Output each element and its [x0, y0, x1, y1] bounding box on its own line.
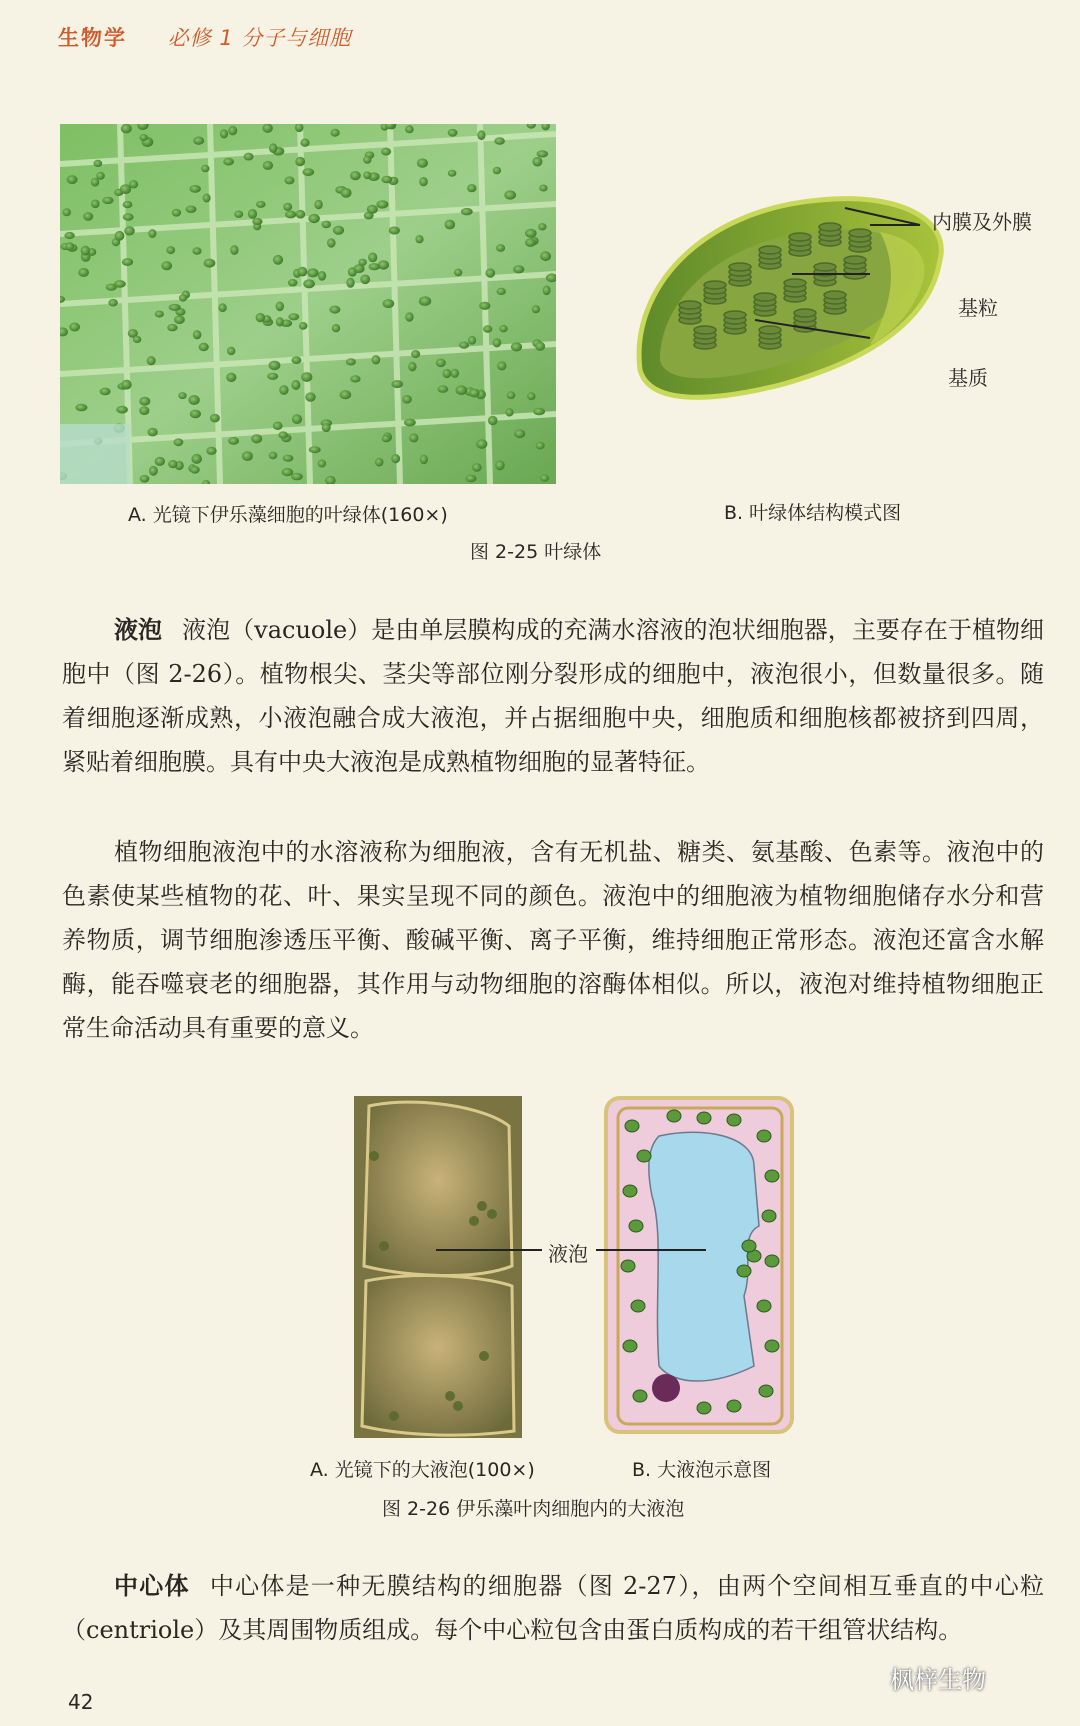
centrosome-heading: 中心体	[114, 1572, 190, 1600]
granum-disc	[819, 223, 841, 231]
chloroplast-dot	[488, 416, 498, 425]
chloroplast-dot	[298, 267, 308, 277]
chloroplast-dot	[532, 305, 540, 313]
chloroplast-dot	[443, 369, 452, 378]
chloroplast-dot	[301, 372, 312, 382]
chloroplast-dot	[438, 385, 449, 392]
chloroplast-dot	[495, 460, 505, 470]
granum-disc	[754, 293, 776, 301]
chloroplast-dot	[121, 380, 131, 390]
chloroplast-dot	[540, 251, 551, 261]
chloroplast-dot	[346, 358, 356, 365]
chloroplast-dot	[527, 392, 535, 400]
chloroplast-dot	[402, 395, 412, 404]
chloroplast-dot	[121, 124, 132, 133]
chloroplast-dot	[172, 209, 181, 217]
chloroplast-dot	[193, 330, 202, 339]
granum-disc	[789, 233, 811, 241]
chloroplast-dot	[448, 129, 458, 137]
chloroplast-dot	[242, 451, 253, 461]
vacuole-paragraph-1-text: 液泡（vacuole）是由单层膜构成的充满水溶液的泡状细胞器，主要存在于植物细胞中（图 2-26）。植物根尖、茎尖等部位刚分裂形成的细胞中，液泡很小，但数量很多。随着细胞逐渐成熟，小液泡融合成大液泡，并占据细胞中央，细胞质和细胞核都被挤到四周，紧贴着细胞膜。具有中央大液泡是成熟植物细胞的显著特征。	[62, 616, 1045, 776]
chloroplast-dot	[201, 165, 209, 173]
chloroplast	[623, 1185, 637, 1197]
chloroplast-dot	[296, 210, 306, 219]
granum-disc	[849, 229, 871, 237]
chloroplast-dot	[81, 246, 90, 256]
chloroplast-dot	[206, 447, 216, 455]
chloroplast-dot	[234, 211, 243, 218]
chloroplast-dot	[269, 361, 281, 371]
chloroplast-dot	[417, 158, 428, 167]
chloroplast-dot	[168, 460, 177, 468]
chloroplast-dot	[192, 247, 201, 254]
chloroplast-dot	[190, 410, 201, 419]
chloroplast-dot	[307, 268, 318, 277]
chloroplast-dot	[167, 324, 177, 331]
chloroplast-dot	[269, 143, 277, 153]
chloroplast-dot	[179, 294, 187, 301]
chloroplast-dot	[122, 258, 133, 266]
chloroplast-dot	[419, 177, 428, 186]
chloroplast-dot	[279, 385, 288, 395]
chloroplast-dot	[65, 242, 74, 251]
chloroplast-dot	[535, 342, 545, 351]
chloroplast-dot	[459, 342, 469, 349]
chloroplast-dot	[69, 323, 80, 332]
chloroplast-dot	[536, 442, 545, 450]
chloroplast-dot	[504, 190, 516, 199]
chloroplast-dot	[91, 200, 100, 209]
granum-disc	[784, 279, 806, 287]
centrosome-paragraph	[62, 1564, 1044, 1652]
chloroplast-dot	[83, 212, 93, 221]
chloroplast-dot	[543, 286, 551, 296]
chloroplast-dot	[350, 171, 361, 180]
chloroplast-dot	[369, 263, 380, 270]
chloroplast-dot	[288, 313, 299, 320]
chloroplast-dot	[405, 312, 413, 321]
chloroplast-dot	[461, 208, 473, 215]
chloroplast	[762, 1210, 776, 1222]
chloroplast-dot	[415, 235, 423, 243]
chloroplast-dot	[466, 475, 477, 483]
chloroplast-dot	[256, 201, 266, 208]
chloroplast	[637, 1150, 651, 1162]
centrosome-paragraph-text: 中心体是一种无膜结构的细胞器（图 2-27），由两个空间相互垂直的中心粒（centriole）及其周围物质组成。每个中心粒包含由蛋白质构成的若干组管状结构。	[62, 1572, 1044, 1644]
granum-disc	[679, 301, 701, 309]
chloroplast-dot	[376, 200, 388, 208]
chloroplast-dot	[486, 268, 496, 277]
chloroplast-dot	[148, 229, 156, 238]
chloroplast-dot	[115, 231, 125, 241]
chloroplast-dot	[496, 244, 505, 252]
chloroplast	[697, 1112, 711, 1124]
chloroplast-dot	[276, 302, 284, 312]
chloroplast-dot	[148, 428, 158, 437]
vacuole-label: 液泡	[548, 1242, 588, 1266]
chloroplast-dot	[327, 238, 336, 247]
chloroplast-dot	[513, 265, 524, 273]
chloroplast-dot	[267, 373, 278, 380]
chloroplast-dot	[291, 473, 303, 480]
chloroplast-dot	[63, 208, 71, 216]
chloroplast-dot	[404, 419, 416, 427]
chloroplast-dot	[381, 148, 391, 156]
chloroplast-dot	[300, 139, 309, 147]
chloroplast-dot	[133, 336, 141, 343]
vacuole-paragraph-1	[62, 608, 1044, 784]
chloroplast-dot	[378, 260, 389, 269]
chloroplast-dot	[391, 380, 403, 388]
chloroplast-dot	[93, 160, 102, 167]
chloroplast-dot	[538, 223, 546, 230]
chloroplast-dot	[381, 176, 392, 184]
large-vacuole-diagram	[604, 1096, 794, 1434]
chloroplast-dot	[220, 129, 228, 138]
chloroplast-dot	[331, 129, 340, 137]
chloroplast-dot	[497, 288, 506, 295]
chloroplast-dot	[116, 406, 128, 414]
chloroplast-dot	[102, 197, 113, 204]
header-subject: 生物学	[58, 26, 127, 50]
chloroplast-dot	[291, 380, 300, 390]
watermark-text: 枫梓生物	[890, 1666, 986, 1694]
elodea-chloroplast-micrograph	[60, 124, 556, 484]
chloroplast-dot	[525, 229, 537, 238]
chloroplast-dot	[285, 211, 296, 219]
chloroplast-dot	[372, 355, 381, 364]
chloroplast	[629, 1220, 643, 1232]
chloroplast-dot	[210, 414, 220, 423]
chloroplast-dot	[139, 406, 149, 415]
granum-disc	[694, 326, 716, 334]
chloroplast-dot	[499, 325, 507, 332]
chloroplast	[765, 1170, 779, 1182]
chloroplast-dot	[226, 373, 236, 382]
granum-disc	[724, 311, 746, 319]
chloroplast-dot	[75, 404, 87, 411]
chloroplast-dot	[190, 185, 201, 193]
chloroplast-dot	[411, 350, 420, 358]
chloroplast-dot	[505, 408, 513, 416]
chloroplast-dot	[78, 268, 89, 277]
chloroplast-dot	[169, 304, 181, 311]
chloroplast-dot	[409, 433, 418, 442]
chloroplast-dot	[191, 454, 202, 464]
chloroplast	[765, 1255, 779, 1267]
chloroplast-dot	[303, 279, 315, 288]
chloroplast-dot	[305, 392, 315, 401]
chloroplast-dot	[123, 213, 134, 220]
chloroplast-dot	[363, 172, 371, 180]
chloroplast	[633, 1390, 647, 1402]
chloroplast-dot	[477, 130, 485, 140]
page-number: 42	[68, 1690, 94, 1714]
chloroplast-dot	[472, 463, 482, 472]
vacuole-paragraph-2: 植物细胞液泡中的水溶液称为细胞液，含有无机盐、糖类、氨基酸、色素等。液泡中的色素使某些植物的花、叶、果实呈现不同的颜色。液泡中的细胞液为植物细胞储存水分和营养物质，调节细胞渗透压平衡、酸碱平衡、离子平衡，维持细胞正常形态。液泡还富含水解酶，能吞噬衰老的细胞器，其作用与动物细胞的溶酶体相似。所以，液泡对维持植物细胞正常生命活动具有重要的意义。	[62, 838, 1044, 1042]
chloroplast-dot	[514, 429, 525, 438]
chloroplast-dot	[308, 214, 320, 223]
chloroplast-dot	[204, 259, 216, 268]
chloroplast-dot	[91, 178, 99, 187]
chloroplast	[621, 1260, 635, 1272]
chloroplast-dot	[291, 356, 301, 364]
chloroplast-dot	[332, 324, 340, 332]
chloroplast-dot	[120, 184, 131, 194]
chloroplast-dot	[350, 375, 360, 382]
chloroplast-dot	[273, 255, 283, 265]
fig-2-26-caption-b: B. 大液泡示意图	[632, 1459, 772, 1481]
chloroplast-dot	[248, 209, 257, 219]
header-book-title: 必修 1 分子与细胞	[167, 26, 352, 50]
chloroplast-dot	[375, 458, 383, 467]
chloroplast-dot	[532, 157, 542, 167]
chloroplast-dot	[405, 125, 414, 133]
chloroplast-dot	[467, 184, 476, 192]
chloroplast-dot	[525, 238, 536, 247]
chloroplast-dot	[67, 175, 78, 184]
chloroplast-dot	[230, 245, 238, 255]
chloroplast-dot	[341, 188, 352, 198]
chloroplast-dot	[174, 438, 184, 446]
chloroplast-dot	[228, 437, 239, 445]
chloroplast-dot	[322, 221, 331, 229]
fig-2-25-caption-b: B. 叶绿体结构模式图	[724, 502, 902, 524]
chloroplast-dot	[244, 153, 254, 161]
chloroplast	[765, 1340, 779, 1352]
chloroplast-dot	[483, 325, 492, 332]
running-header	[58, 22, 351, 52]
chloroplast-dot	[419, 296, 431, 306]
chloroplast-dot	[314, 200, 322, 210]
chloroplast-dot	[295, 157, 305, 166]
chloroplast-dot	[318, 271, 326, 281]
granum-disc	[759, 246, 781, 254]
chloroplast-dot	[123, 201, 133, 208]
chloroplast-dot	[139, 397, 150, 406]
chloroplast-dot	[346, 278, 354, 288]
chloroplast-dot	[511, 342, 522, 351]
chloroplast-dot	[456, 385, 468, 395]
chloroplast-dot	[174, 315, 185, 324]
chloroplast-dot	[140, 134, 148, 141]
chloroplast-dot	[186, 206, 197, 213]
chloroplast-dot	[108, 299, 118, 307]
chloroplast-dot	[309, 446, 321, 453]
chloroplast-dot	[358, 259, 366, 266]
chloroplast-dot	[333, 226, 344, 235]
chloroplast-dot	[227, 347, 235, 355]
granum-disc	[824, 291, 846, 299]
chloroplast-dot	[288, 279, 298, 286]
chloroplast-dot	[537, 150, 548, 157]
chloroplast-dot	[155, 457, 165, 466]
chloroplast-dot	[382, 435, 391, 442]
chloroplast	[737, 1265, 751, 1277]
chloroplast-dot	[494, 137, 505, 145]
chloroplast-dot	[454, 269, 462, 277]
chloroplast-dot	[420, 455, 428, 464]
chloroplast-dot	[497, 361, 506, 370]
chloroplast	[759, 1385, 773, 1397]
chloroplast-dot	[64, 232, 74, 239]
chloroplast-dot	[445, 220, 456, 230]
chloroplast-dot	[448, 170, 457, 177]
chloroplast-dot	[391, 454, 400, 463]
label-granum: 基粒	[958, 296, 998, 320]
chloroplast-dot	[203, 194, 211, 203]
label-membrane: 内膜及外膜	[932, 210, 1032, 234]
chloroplast-dot	[285, 176, 295, 184]
chloroplast-dot	[106, 284, 117, 291]
chloroplast-dot	[283, 455, 294, 462]
chloroplast-dot	[476, 439, 487, 448]
chloroplast-dot	[389, 227, 400, 235]
chloroplast-dot	[469, 389, 480, 398]
chloroplast-dot	[178, 392, 186, 399]
chloroplast-dot	[363, 156, 371, 164]
chloroplast-dot	[199, 343, 209, 351]
chloroplast-dot	[223, 158, 234, 166]
chloroplast-dot	[269, 452, 278, 460]
chloroplast-dot	[303, 168, 315, 176]
granum-disc	[794, 309, 816, 317]
chloroplast-dot	[367, 205, 378, 214]
chloroplast	[631, 1300, 645, 1312]
chloroplast-dot	[408, 362, 416, 372]
chloroplast-dot	[468, 336, 476, 345]
chloroplast	[625, 1120, 639, 1132]
chloroplast-dot	[383, 299, 395, 308]
chloroplast-dot	[340, 390, 352, 399]
chloroplast	[623, 1340, 637, 1352]
fig-2-26-title: 图 2-26 伊乐藻叶肉细胞内的大液泡	[382, 1498, 685, 1520]
chloroplast-dot	[436, 359, 446, 368]
chloroplast-dot	[507, 391, 516, 399]
chloroplast	[727, 1400, 741, 1412]
chloroplast	[757, 1300, 771, 1312]
chloroplast-dot	[256, 313, 265, 322]
granum-disc	[759, 326, 781, 334]
granum-disc	[729, 263, 751, 271]
chloroplast-dot	[493, 167, 501, 175]
chloroplast-dot	[218, 303, 226, 312]
chloroplast	[667, 1110, 681, 1122]
chloroplast-dot	[451, 369, 459, 378]
chloroplast-dot	[282, 468, 294, 476]
fig-2-26-caption-a: A. 光镜下的大液泡(100×)	[310, 1459, 535, 1481]
chloroplast-dot	[251, 434, 262, 443]
fig-2-25-title: 图 2-25 叶绿体	[470, 541, 602, 563]
chloroplast-dot	[193, 137, 204, 145]
chloroplast-dot	[252, 218, 262, 225]
label-stroma: 基质	[948, 366, 988, 390]
fig-2-25-caption-a: A. 光镜下伊乐藻细胞的叶绿体(160×)	[128, 504, 448, 526]
chloroplast-dot	[292, 414, 302, 424]
granum-disc	[814, 263, 836, 271]
granum-disc	[844, 256, 866, 264]
chloroplast-dot	[100, 388, 111, 396]
chloroplast-dot	[124, 226, 135, 235]
vacuole-heading: 液泡	[114, 616, 163, 644]
chloroplast-dot	[360, 275, 370, 285]
chloroplast-dot	[155, 311, 164, 318]
chloroplast-dot	[263, 161, 273, 170]
large-vacuole-micrograph	[354, 1096, 522, 1438]
chloroplast-dot	[368, 253, 377, 263]
granum-disc	[704, 281, 726, 289]
chloroplast	[697, 1402, 711, 1414]
chloroplast-dot	[140, 475, 150, 483]
vacuole-pointer-lines	[436, 1240, 706, 1260]
chloroplast-dot	[166, 246, 175, 254]
chloroplast-dot	[493, 338, 502, 347]
chloroplast-dot	[318, 460, 326, 468]
chloroplast-dot	[329, 306, 340, 314]
chloroplast	[742, 1240, 756, 1252]
chloroplast-dot	[188, 395, 199, 405]
chloroplast-dot	[278, 431, 288, 438]
chloroplast-dot	[479, 302, 490, 310]
chloroplast-dot	[283, 203, 292, 211]
chloroplast-dot	[228, 126, 237, 136]
chloroplast-dot	[299, 322, 307, 330]
chloroplast-dot	[276, 317, 284, 326]
chloroplast	[727, 1114, 741, 1126]
chloroplast-dot	[147, 356, 156, 365]
chloroplast-dot	[533, 408, 545, 416]
chloroplast-dot	[190, 466, 200, 474]
chloroplast-dot	[322, 423, 331, 432]
chloroplast-dot	[539, 185, 547, 192]
chloroplast-dot	[540, 475, 549, 482]
chloroplast	[757, 1130, 771, 1142]
chloroplast-dot	[161, 261, 172, 270]
chloroplast-dot	[273, 422, 283, 430]
chloroplast-dot	[149, 466, 158, 476]
